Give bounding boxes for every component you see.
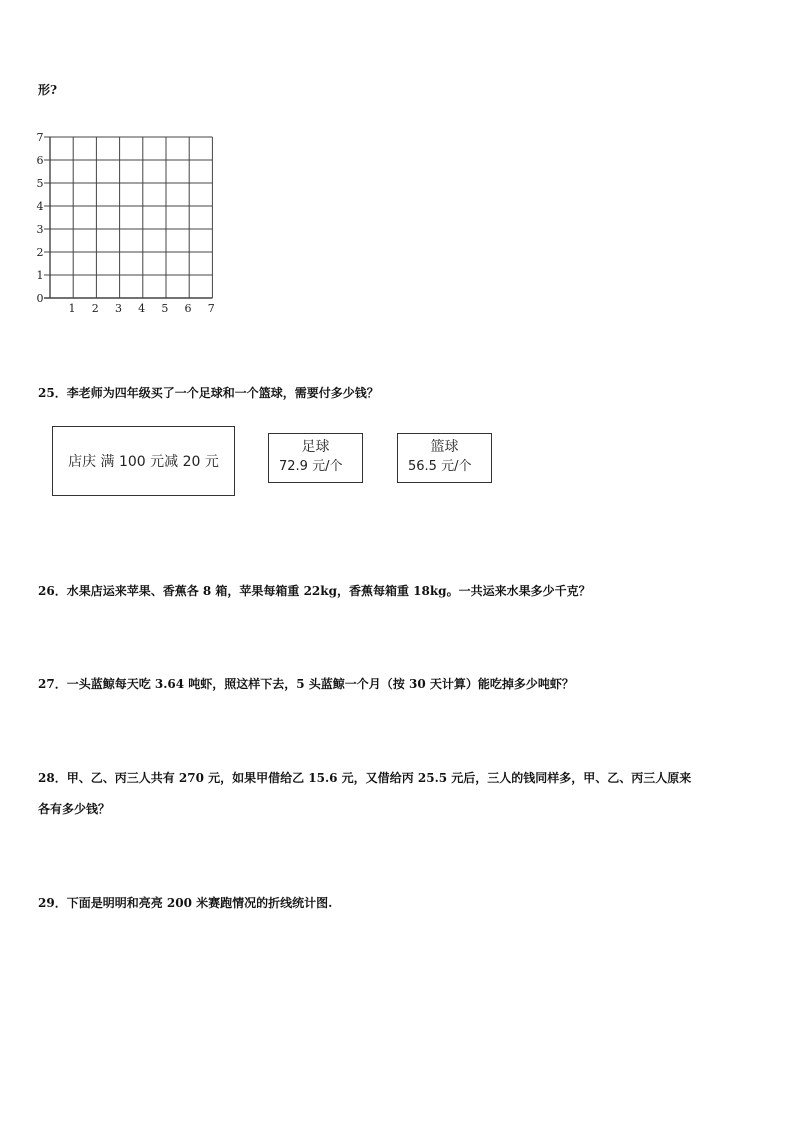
promo-box [52,426,235,496]
x-tick-label-1: 1 [68,302,76,315]
x-tick-label-6: 6 [184,302,192,315]
basketball-name: 篮球 [430,439,459,455]
y-tick-label-1: 1 [36,269,44,282]
x-tick-label-5: 5 [161,302,169,315]
football-price: 72.9 元/个 [279,459,343,474]
q26-question: 26．水果店运来苹果、香蕉各 8 箱，苹果每箱重 22kg，香蕉每箱重 18kg。一共运来水果多少千克？ [38,584,591,598]
x-tick-label-7: 7 [207,302,215,315]
q27-question: 27．一头蓝鲸每天吃 3.64 吨虾，照这样下去，5 头蓝鲸一个月（按 30 天计算）能吃掉多少吨虾？ [38,677,574,691]
q29-question: 29．下面是明明和亮亮 200 米赛跑情况的折线统计图. [38,896,333,910]
q25-question: 25．李老师为四年级买了一个足球和一个篮球，需要付多少钱？ [38,386,379,400]
q24-tail-text: 形? [38,83,58,97]
basketball-price: 56.5 元/个 [408,459,472,474]
promo-text: 店庆 满 100 元减 20 元 [68,454,219,470]
y-tick-label-3: 3 [36,223,44,236]
x-tick-label-2: 2 [91,302,99,315]
q28-question-line1: 28．甲、乙、丙三人共有 270 元，如果甲借给乙 15.6 元，又借给丙 25.5 元后，三人的钱同样多，甲、乙、丙三人原来 [38,771,692,785]
x-tick-label-3: 3 [114,302,122,315]
x-tick-label-4: 4 [138,302,146,315]
basketball-price-box [397,433,492,483]
y-tick-label-6: 6 [36,154,44,167]
y-tick-label-2: 2 [36,246,44,259]
y-tick-label-7: 7 [36,131,44,144]
coordinate-grid [34,112,244,317]
football-name: 足球 [301,439,330,455]
y-tick-label-4: 4 [36,200,44,213]
q28-question-line2: 各有多少钱？ [38,802,111,816]
y-tick-label-0: 0 [36,292,44,305]
y-tick-label-5: 5 [36,177,44,190]
football-price-box [268,433,363,483]
